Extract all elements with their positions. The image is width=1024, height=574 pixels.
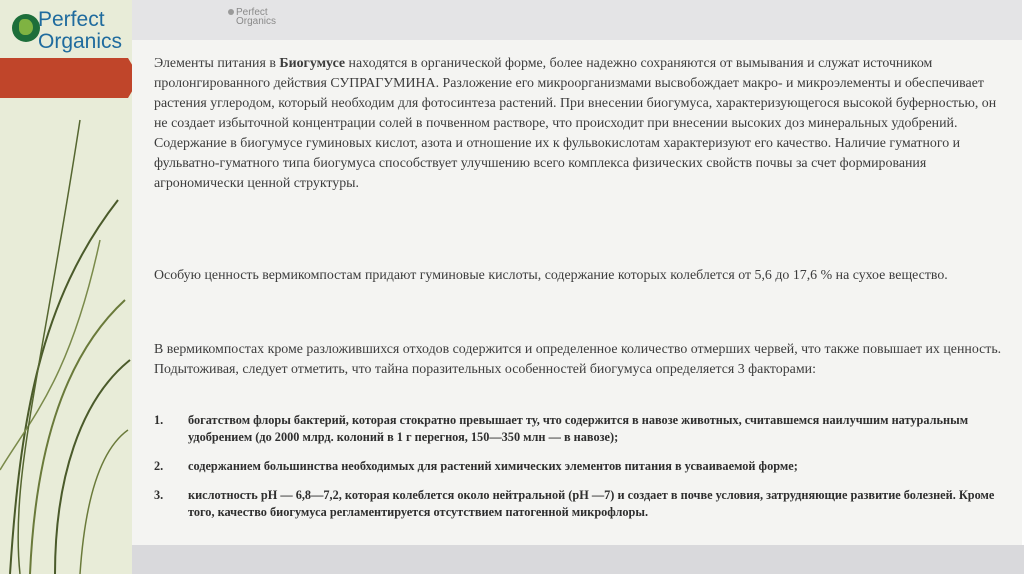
list-number: 3.	[154, 488, 164, 502]
list-number: 2.	[154, 459, 164, 473]
brand-name-line2: Organics	[38, 30, 123, 53]
paragraph-2: Особую ценность вермикомпостам придают гуминовые кислоты, содержание которых колеблется от 5,6 до 17,6 % на сухое вещество.	[154, 268, 948, 283]
small-brand-line1: Perfect	[236, 7, 268, 18]
small-globe-icon	[228, 9, 234, 15]
accent-tab	[0, 58, 128, 98]
list-text: содержанием большинства необходимых для растений химических элементов питания в усваиваемой форме;	[188, 459, 798, 473]
factors-list	[154, 412, 1004, 533]
small-brand-line2: Organics	[236, 16, 277, 27]
list-number: 1.	[154, 413, 164, 427]
list-item	[154, 458, 1004, 475]
globe-icon	[12, 14, 40, 42]
scanned-page-footer	[132, 545, 1024, 574]
list-item	[154, 412, 1004, 446]
paragraph-1-start: Элементы питания в	[154, 56, 280, 71]
list-text: кислотность pH — 6,8—7,2, которая колеблется около нейтральной (pH —7) и создает в почве условия, затрудняющие развитие болезней. Кроме того, качество биогумуса регламентируется отсутствием патогенной микрофлоры.	[188, 488, 995, 519]
paragraph-1-rest: находятся в органической форме, более надежно сохраняются от вымывания и служат источником пролонгированного действия СУПРАГУМИНА. Разложение его микроорганизмами высвобождает макро- и микроэлементы и обеспечивает растения углеродом, который необходим для фотосинтеза растений. При внесении биогумуса, характеризующегося высокой буферностью, он не создает избыточной концентрации солей в почвенном растворе, что происходит при внесении высоких доз минеральных удобрений. Содержание в биогумусе гуминовых кислот, азота и отношение их к фульвокислотам характеризуют его качество. Наличие гуматного и фульватно-гуматного типа биогумуса способствует улучшению всего комплекса физических свойств почвы за счет формирования агрономически ценной структуры.	[154, 56, 997, 191]
paragraph-1-bold-term: Биогумусе	[279, 56, 346, 71]
small-brand-logo	[228, 8, 276, 26]
brand-logo	[8, 6, 148, 56]
brand-name-line1: Perfect	[38, 8, 105, 31]
paragraph-1	[154, 54, 1004, 194]
list-item	[154, 487, 1004, 521]
paragraph-3: В вермикомпостах кроме разложившихся отходов содержится и определенное количество отмерших червей, что также повышает их ценность. Подытоживая, следует отметить, что тайна поразительных особенностей биогумуса определяется 3 факторами:	[154, 342, 1002, 377]
list-text: богатством флоры бактерий, которая стократно превышает ту, что содержится в навозе животных, считавшемся наилучшим натуральным удобрением (до 2000 млрд. колоний в 1 г перегноя, 150—350 млн — в навозе);	[188, 413, 969, 444]
